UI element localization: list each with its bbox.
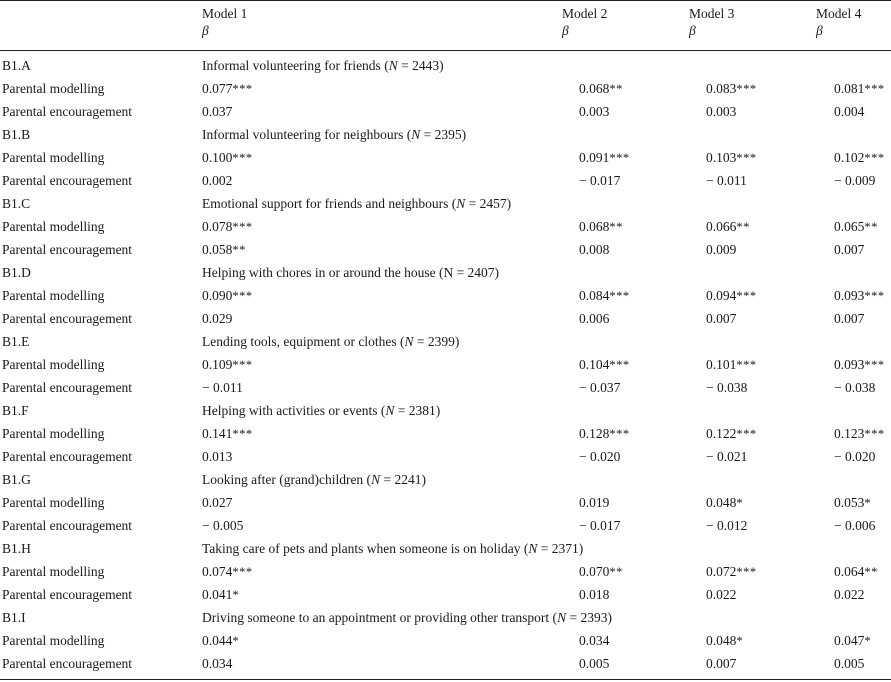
- coefficient-value: 0.007: [834, 311, 865, 326]
- coefficient-cell: [706, 652, 736, 676]
- coefficient-value: 0.065: [834, 219, 865, 234]
- sample-size-symbol: N: [371, 472, 381, 487]
- coefficient-value: 0.005: [579, 656, 610, 671]
- coefficient-value: 0.064: [834, 564, 865, 579]
- section-title: [202, 192, 511, 215]
- coefficient-value: 0.041: [202, 587, 233, 602]
- row-label: Parental modelling: [2, 288, 105, 303]
- section-code: B1.A: [2, 58, 31, 73]
- coefficient-value: 0.100: [202, 150, 233, 165]
- significance-stars: ***: [736, 82, 757, 96]
- coefficient-value: 0.058: [202, 242, 233, 257]
- coefficient-value: 0.090: [202, 288, 233, 303]
- coefficient-cell: [202, 514, 243, 538]
- significance-stars: ***: [864, 82, 885, 96]
- section-title: [202, 54, 444, 77]
- coefficient-value: 0.074: [202, 564, 233, 579]
- coefficient-value: − 0.006: [834, 518, 876, 533]
- coefficient-cell: [579, 238, 609, 262]
- section-heading-row: [0, 468, 891, 491]
- coefficient-value: − 0.017: [579, 518, 621, 533]
- table-row: [0, 77, 891, 100]
- coefficient-cell: [706, 238, 736, 262]
- coefficient-value: 0.101: [706, 357, 737, 372]
- significance-stars: **: [609, 220, 623, 234]
- table-row: [0, 169, 891, 192]
- coefficient-cell: [202, 445, 232, 469]
- coefficient-value: 0.048: [706, 633, 737, 648]
- significance-stars: ***: [232, 289, 253, 303]
- row-label: Parental encouragement: [2, 311, 133, 326]
- coefficient-cell: [202, 652, 232, 676]
- significance-stars: ***: [609, 427, 630, 441]
- section-title: [202, 468, 426, 491]
- section-code: B1.H: [2, 541, 31, 556]
- coefficient-cell: [706, 353, 757, 377]
- coefficient-cell: [202, 560, 253, 584]
- coefficient-value: 0.007: [706, 656, 737, 671]
- section-code: B1.B: [2, 127, 31, 142]
- coefficient-value: − 0.009: [834, 173, 876, 188]
- table-row: [0, 376, 891, 399]
- coefficient-cell: [834, 652, 864, 676]
- model-label: Model 1: [202, 6, 248, 21]
- section-code: B1.C: [2, 196, 31, 211]
- coefficient-cell: [202, 422, 253, 446]
- coefficient-cell: [579, 629, 609, 653]
- table-row: [0, 491, 891, 514]
- row-label: Parental modelling: [2, 564, 105, 579]
- coefficient-cell: [706, 629, 743, 653]
- coefficient-cell: [834, 238, 864, 262]
- row-label: Parental modelling: [2, 426, 105, 441]
- coefficient-value: − 0.038: [706, 380, 748, 395]
- header-model-2: [562, 5, 607, 39]
- coefficient-cell: [202, 583, 239, 607]
- coefficient-value: 0.019: [579, 495, 610, 510]
- section-heading-row: [0, 537, 891, 560]
- row-label: Parental encouragement: [2, 587, 133, 602]
- coefficient-value: 0.034: [202, 656, 233, 671]
- coefficient-value: 0.018: [579, 587, 610, 602]
- table-row: [0, 238, 891, 261]
- coefficient-value: − 0.011: [706, 173, 747, 188]
- coefficient-cell: [834, 77, 885, 101]
- coefficient-value: 0.123: [834, 426, 865, 441]
- coefficient-value: 0.093: [834, 357, 865, 372]
- section-title-text: Driving someone to an appointment or providing other transport (: [202, 610, 558, 625]
- coefficient-cell: [579, 169, 620, 193]
- section-heading-row: [0, 606, 891, 629]
- coefficient-value: − 0.005: [202, 518, 244, 533]
- significance-stars: **: [864, 565, 878, 579]
- coefficient-value: 0.078: [202, 219, 233, 234]
- significance-stars: **: [864, 220, 878, 234]
- sample-size-symbol: N: [411, 127, 421, 142]
- coefficient-cell: [834, 422, 885, 446]
- row-label: Parental modelling: [2, 150, 105, 165]
- coefficient-cell: [579, 583, 609, 607]
- coefficient-value: 0.053: [834, 495, 865, 510]
- coefficient-value: 0.128: [579, 426, 610, 441]
- coefficient-value: 0.006: [579, 311, 610, 326]
- coefficient-cell: [706, 445, 747, 469]
- row-label: Parental encouragement: [2, 242, 133, 257]
- coefficient-value: 0.047: [834, 633, 865, 648]
- coefficient-value: 0.077: [202, 81, 233, 96]
- coefficient-cell: [579, 307, 609, 331]
- coefficient-value: 0.003: [579, 104, 610, 119]
- section-title: [202, 399, 440, 422]
- coefficient-value: 0.007: [834, 242, 865, 257]
- section-code: B1.F: [2, 403, 29, 418]
- row-label: Parental modelling: [2, 219, 105, 234]
- section-title-text: Informal volunteering for neighbours (: [202, 127, 412, 142]
- model-stat: β: [562, 23, 569, 38]
- section-title: [202, 537, 583, 560]
- significance-stars: ***: [736, 565, 757, 579]
- coefficient-cell: [202, 169, 232, 193]
- sample-size-symbol: N: [456, 196, 466, 211]
- row-label: Parental encouragement: [2, 518, 133, 533]
- significance-stars: ***: [232, 358, 253, 372]
- bottom-rule: [0, 679, 891, 680]
- section-title-text: Helping with activities or events (: [202, 403, 386, 418]
- section-title-text: Informal volunteering for friends (: [202, 58, 389, 73]
- model-label: Model 4: [816, 6, 862, 21]
- coefficient-cell: [706, 307, 736, 331]
- coefficient-value: 0.094: [706, 288, 737, 303]
- section-title: [202, 606, 612, 629]
- coefficient-value: 0.037: [202, 104, 233, 119]
- coefficient-cell: [579, 491, 609, 515]
- header-model-4: [816, 5, 861, 39]
- coefficient-value: 0.048: [706, 495, 737, 510]
- model-stat: β: [202, 23, 209, 38]
- sample-size-value: = 2393): [566, 610, 612, 625]
- section-title-text: Lending tools, equipment or clothes (: [202, 334, 405, 349]
- coefficient-value: 0.044: [202, 633, 233, 648]
- coefficient-value: 0.091: [579, 150, 610, 165]
- coefficient-value: 0.084: [579, 288, 610, 303]
- section-heading-row: [0, 54, 891, 77]
- coefficient-cell: [834, 491, 871, 515]
- section-title: [202, 261, 499, 284]
- coefficient-value: − 0.020: [834, 449, 876, 464]
- significance-stars: ***: [609, 358, 630, 372]
- coefficient-value: 0.081: [834, 81, 865, 96]
- row-label: Parental modelling: [2, 633, 105, 648]
- model-stat: β: [816, 23, 823, 38]
- significance-stars: ***: [864, 289, 885, 303]
- sample-size-symbol: N: [528, 541, 538, 556]
- coefficient-cell: [202, 100, 232, 124]
- coefficient-value: 0.068: [579, 81, 610, 96]
- coefficient-value: 0.004: [834, 104, 865, 119]
- row-label: Parental encouragement: [2, 380, 133, 395]
- table-row: [0, 284, 891, 307]
- section-title-text: Emotional support for friends and neighbours (: [202, 196, 457, 211]
- coefficient-value: 0.009: [706, 242, 737, 257]
- coefficient-cell: [706, 583, 736, 607]
- top-rule: [0, 0, 891, 1]
- significance-stars: ***: [609, 151, 630, 165]
- significance-stars: *: [864, 634, 872, 648]
- coefficient-cell: [706, 376, 747, 400]
- coefficient-cell: [706, 169, 747, 193]
- coefficient-cell: [706, 146, 757, 170]
- coefficient-cell: [579, 353, 630, 377]
- coefficient-value: 0.002: [202, 173, 233, 188]
- coefficient-value: 0.068: [579, 219, 610, 234]
- row-label: Parental encouragement: [2, 173, 133, 188]
- sample-size-symbol: N: [404, 334, 414, 349]
- coefficient-cell: [834, 560, 878, 584]
- sample-size-value: = 2399): [413, 334, 460, 349]
- section-title-text: Taking care of pets and plants when someone is on holiday (: [202, 541, 529, 556]
- sample-size-symbol: N: [388, 58, 398, 73]
- table-row: [0, 583, 891, 606]
- coefficient-value: − 0.012: [706, 518, 748, 533]
- coefficient-cell: [202, 77, 253, 101]
- section-heading-row: [0, 123, 891, 146]
- significance-stars: *: [736, 496, 744, 510]
- sample-size-value: = 2457): [465, 196, 512, 211]
- coefficient-value: 0.102: [834, 150, 865, 165]
- coefficient-value: 0.103: [706, 150, 737, 165]
- table-row: [0, 215, 891, 238]
- coefficient-cell: [834, 100, 864, 124]
- section-code: B1.E: [2, 334, 30, 349]
- row-label: Parental encouragement: [2, 656, 133, 671]
- coefficient-value: 0.072: [706, 564, 737, 579]
- coefficient-value: 0.022: [834, 587, 865, 602]
- significance-stars: ***: [736, 151, 757, 165]
- coefficient-cell: [202, 307, 232, 331]
- table-row: [0, 514, 891, 537]
- coefficient-value: 0.005: [834, 656, 865, 671]
- coefficient-cell: [579, 560, 623, 584]
- coefficient-value: 0.022: [706, 587, 737, 602]
- significance-stars: *: [736, 634, 744, 648]
- table-row: [0, 307, 891, 330]
- significance-stars: **: [609, 82, 623, 96]
- coefficient-cell: [834, 146, 885, 170]
- section-title-text: Looking after (grand)children (: [202, 472, 372, 487]
- model-label: Model 3: [689, 6, 735, 21]
- coefficient-cell: [834, 307, 864, 331]
- significance-stars: ***: [609, 289, 630, 303]
- coefficient-value: 0.083: [706, 81, 737, 96]
- row-label: Parental modelling: [2, 81, 105, 96]
- section-code: B1.I: [2, 610, 26, 625]
- significance-stars: ***: [736, 358, 757, 372]
- coefficient-value: 0.070: [579, 564, 610, 579]
- significance-stars: *: [232, 634, 240, 648]
- table-row: [0, 445, 891, 468]
- coefficient-value: 0.093: [834, 288, 865, 303]
- significance-stars: ***: [864, 358, 885, 372]
- coefficient-cell: [706, 215, 750, 239]
- coefficient-value: 0.122: [706, 426, 737, 441]
- section-heading-row: [0, 330, 891, 353]
- significance-stars: ***: [232, 220, 253, 234]
- sample-size-value: = 2443): [397, 58, 444, 73]
- significance-stars: ***: [232, 151, 253, 165]
- coefficient-value: 0.008: [579, 242, 610, 257]
- significance-stars: **: [609, 565, 623, 579]
- section-title: [202, 330, 459, 353]
- coefficient-cell: [202, 491, 232, 515]
- section-code: B1.D: [2, 265, 31, 280]
- significance-stars: ***: [736, 289, 757, 303]
- coefficient-value: 0.109: [202, 357, 233, 372]
- table-row: [0, 652, 891, 675]
- significance-stars: ***: [232, 82, 253, 96]
- coefficient-cell: [579, 284, 630, 308]
- coefficient-cell: [834, 514, 875, 538]
- coefficient-value: 0.027: [202, 495, 233, 510]
- coefficient-cell: [579, 146, 630, 170]
- sample-size-value: = 2371): [537, 541, 584, 556]
- significance-stars: **: [736, 220, 750, 234]
- coefficient-cell: [706, 422, 757, 446]
- coefficient-value: 0.141: [202, 426, 233, 441]
- coefficient-cell: [834, 583, 864, 607]
- coefficient-value: − 0.037: [579, 380, 621, 395]
- coefficient-value: − 0.020: [579, 449, 621, 464]
- coefficient-cell: [579, 652, 609, 676]
- coefficient-value: 0.007: [706, 311, 737, 326]
- coefficient-cell: [834, 215, 878, 239]
- coefficient-cell: [579, 422, 630, 446]
- coefficient-cell: [579, 100, 609, 124]
- coefficient-cell: [202, 146, 253, 170]
- header-model-1: [202, 5, 247, 39]
- sample-size-value: = 2241): [380, 472, 426, 487]
- coefficient-value: 0.066: [706, 219, 737, 234]
- coefficient-cell: [579, 215, 623, 239]
- coefficient-value: 0.029: [202, 311, 233, 326]
- coefficient-cell: [579, 514, 620, 538]
- coefficient-cell: [834, 353, 885, 377]
- significance-stars: ***: [736, 427, 757, 441]
- row-label: Parental modelling: [2, 495, 105, 510]
- row-label: Parental modelling: [2, 357, 105, 372]
- coefficient-cell: [202, 353, 253, 377]
- table-row: [0, 422, 891, 445]
- coefficient-cell: [834, 169, 875, 193]
- coefficient-cell: [834, 284, 885, 308]
- coefficient-cell: [834, 445, 875, 469]
- model-stat: β: [689, 23, 696, 38]
- table-row: [0, 353, 891, 376]
- coefficient-value: − 0.038: [834, 380, 876, 395]
- coefficient-cell: [579, 445, 620, 469]
- coefficient-cell: [202, 238, 246, 262]
- coefficient-value: 0.034: [579, 633, 610, 648]
- coefficient-cell: [706, 560, 757, 584]
- coefficient-cell: [706, 77, 757, 101]
- coefficient-cell: [834, 376, 875, 400]
- header-model-3: [689, 5, 734, 39]
- table-row: [0, 560, 891, 583]
- section-code: B1.G: [2, 472, 31, 487]
- model-label: Model 2: [562, 6, 608, 21]
- significance-stars: ***: [232, 565, 253, 579]
- coefficient-value: 0.104: [579, 357, 610, 372]
- coefficient-cell: [202, 376, 243, 400]
- header-rule: [0, 50, 891, 51]
- coefficient-cell: [706, 100, 736, 124]
- row-label: Parental encouragement: [2, 449, 133, 464]
- sample-size-symbol: N: [557, 610, 567, 625]
- coefficient-value: − 0.011: [202, 380, 243, 395]
- significance-stars: *: [864, 496, 872, 510]
- section-heading-row: [0, 261, 891, 284]
- section-title: [202, 123, 466, 146]
- coefficient-value: 0.003: [706, 104, 737, 119]
- coefficient-cell: [579, 376, 620, 400]
- significance-stars: *: [232, 588, 240, 602]
- coefficient-value: − 0.017: [579, 173, 621, 188]
- coefficient-cell: [706, 491, 743, 515]
- table-row: [0, 100, 891, 123]
- coefficient-value: − 0.021: [706, 449, 748, 464]
- coefficient-cell: [202, 284, 253, 308]
- sample-size-symbol: N: [385, 403, 395, 418]
- coefficient-cell: [706, 284, 757, 308]
- row-label: Parental encouragement: [2, 104, 133, 119]
- sample-size-value: = 2381): [394, 403, 441, 418]
- significance-stars: ***: [232, 427, 253, 441]
- section-heading-row: [0, 192, 891, 215]
- coefficient-cell: [706, 514, 747, 538]
- table-row: [0, 629, 891, 652]
- significance-stars: ***: [864, 427, 885, 441]
- coefficient-value: 0.013: [202, 449, 233, 464]
- coefficient-cell: [202, 629, 239, 653]
- significance-stars: ***: [864, 151, 885, 165]
- section-heading-row: [0, 399, 891, 422]
- coefficient-cell: [834, 629, 871, 653]
- sample-size-value: = 2395): [420, 127, 467, 142]
- section-title-text: Helping with chores in or around the house (N = 2407): [202, 265, 500, 280]
- coefficient-cell: [202, 215, 253, 239]
- significance-stars: **: [232, 243, 246, 257]
- coefficient-cell: [579, 77, 623, 101]
- table-row: [0, 146, 891, 169]
